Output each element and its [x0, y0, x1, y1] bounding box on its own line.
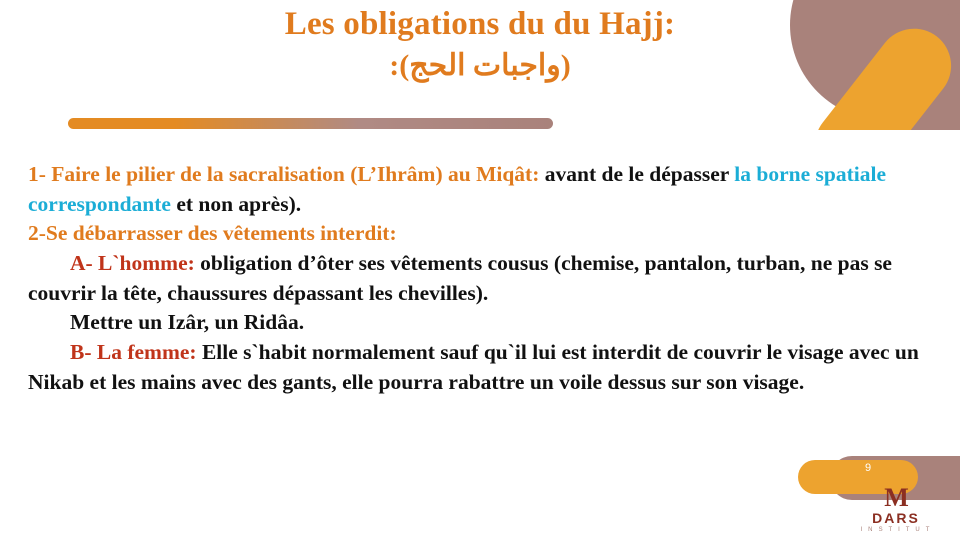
- title-underline-rule: [68, 118, 553, 129]
- logo: [850, 485, 942, 534]
- sub-b-text: Elle s`habit normalement sauf qu`il lui est interdit de couvrir le visage avec un Nikab et les mains avec des gants, elle pourra rabattre un voile dessus sur son visage.: [28, 339, 919, 394]
- sub-a-text: obligation d’ôter ses vêtements cousus (chemise, pantalon, turban, ne pas se couvrir la tête, chaussures dépassant les chevilles).: [28, 250, 892, 305]
- list-item-1: [28, 160, 928, 219]
- logo-mark-icon: M: [884, 483, 908, 513]
- logo-subtitle: I N S T I T U T: [860, 526, 932, 533]
- item1-text-a: avant de le dépasser: [539, 162, 735, 186]
- sub-item-b: [28, 338, 928, 397]
- list-item-2: [28, 219, 928, 249]
- item1-text-b: et non après).: [170, 191, 302, 216]
- sub-a-lead: A- L`homme:: [70, 250, 195, 275]
- item2-lead: 2-Se débarrasser des vêtements interdit:: [28, 221, 397, 246]
- item1-highlight: la borne spatiale correspondante: [28, 162, 886, 216]
- logo-name: DARS: [872, 510, 920, 527]
- sub-a-note: Mettre un Izâr, un Ridâa.: [70, 310, 305, 335]
- item1-lead: 1- Faire le pilier de la sacralisation (L’Ihrâm) au Miqât:: [28, 162, 540, 186]
- page-title-arabic: (واجبات الحج):: [389, 48, 571, 82]
- sub-b-lead: B- La femme:: [70, 339, 197, 364]
- page-number: 9: [864, 462, 872, 474]
- sub-item-a-note: [28, 308, 928, 338]
- title-block: [0, 6, 960, 85]
- page-title: Les obligations du du Hajj:: [284, 6, 676, 42]
- body-content: [28, 160, 928, 397]
- sub-item-a: [28, 249, 928, 308]
